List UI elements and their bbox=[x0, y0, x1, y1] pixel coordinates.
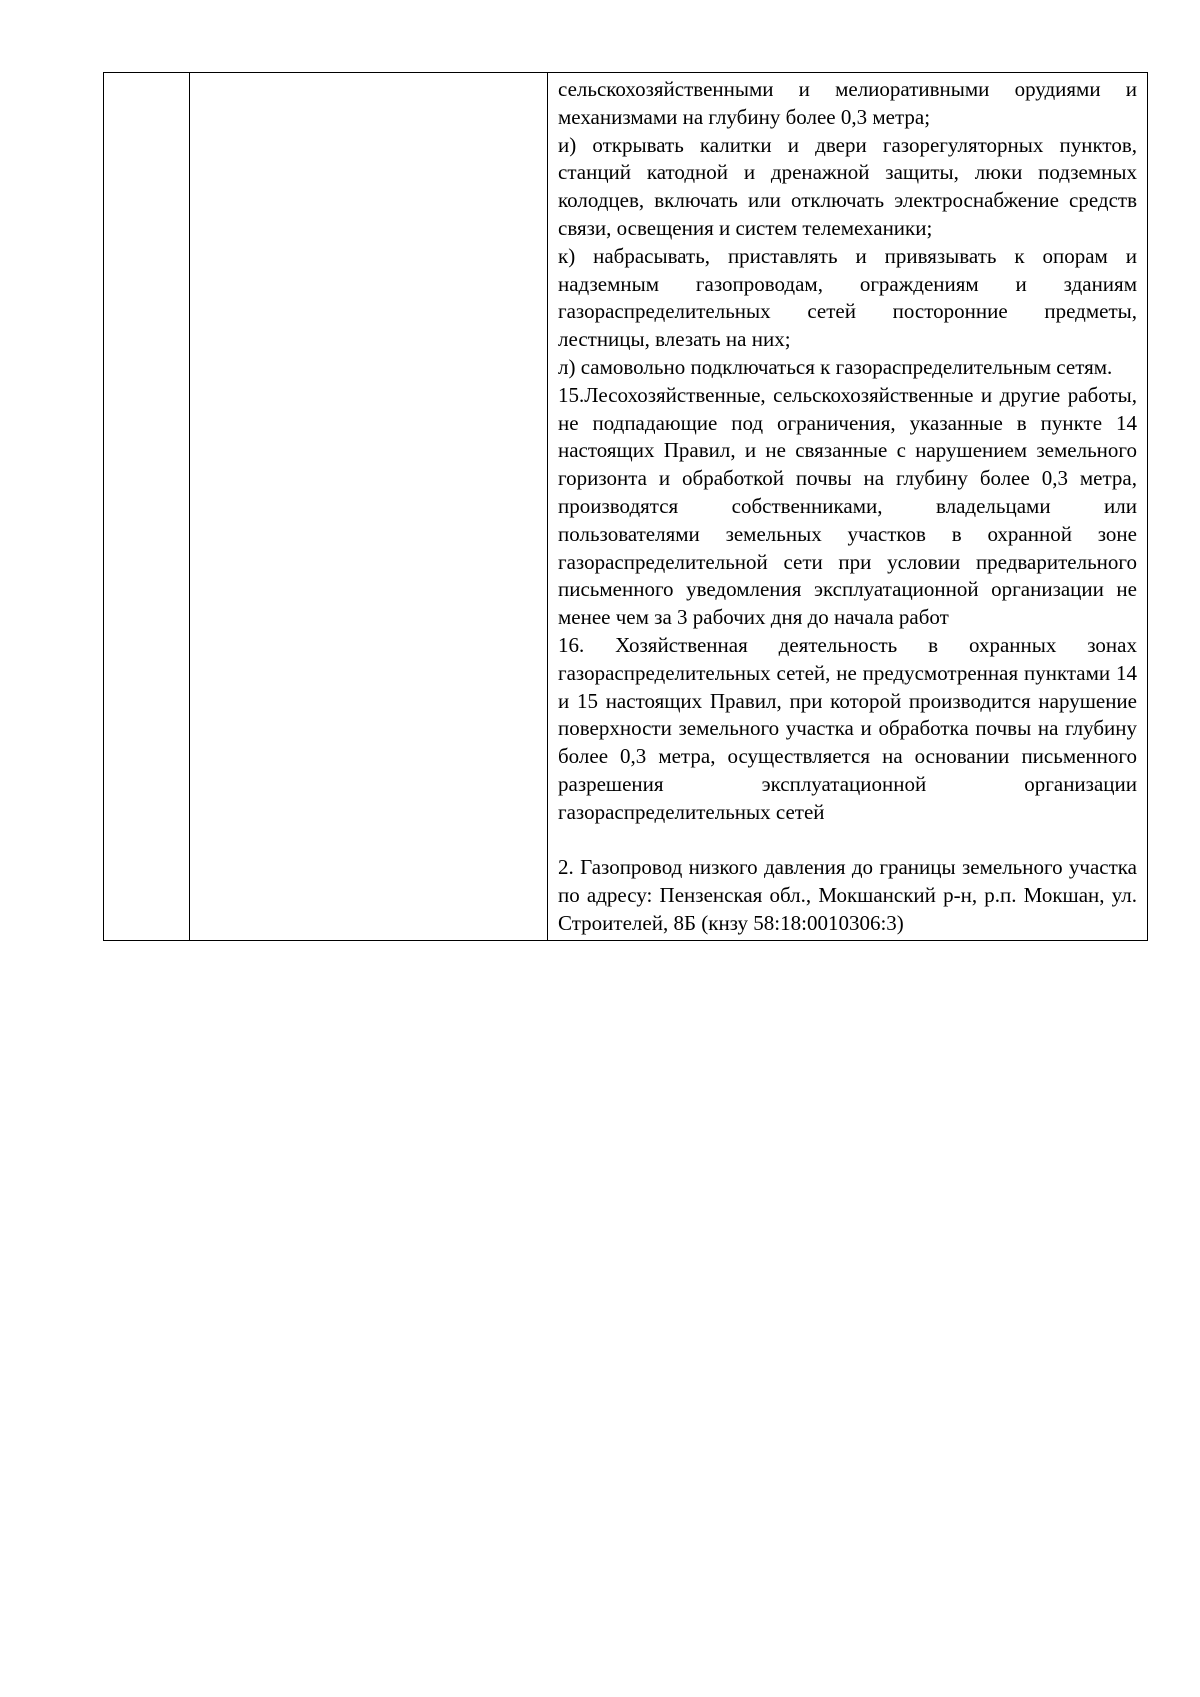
paragraph-item-k: к) набрасывать, приставлять и привязывать к опорам и надземным газопроводам, ограждениям и зданиям газораспределительных сетей посторонние предметы, лестницы, влезать на них; bbox=[558, 243, 1137, 352]
paragraph-rule-16: 16. Хозяйственная деятельность в охранных зонах газораспределительных сетей, не предусмотренная пунктами 14 и 15 настоящих Правил, при которой производится нарушение поверхности земельного участка и обработка почвы на глубину более 0,3 метра, осуществляется на основании письменного разрешения эксплуатационной организации газораспределительных сетей bbox=[558, 632, 1137, 824]
blank-line bbox=[558, 827, 1137, 855]
paragraph-continuation: сельскохозяйственными и мелиоративными орудиями и механизмами на глубину более 0,3 метра; bbox=[558, 77, 1137, 129]
restrictions-text bbox=[548, 73, 1147, 940]
paragraph-item-l: л) самовольно подключаться к газораспределительным сетям. bbox=[558, 354, 1113, 379]
table-row bbox=[104, 73, 1148, 941]
paragraph-item-i: и) открывать калитки и двери газорегуляторных пунктов, станций катодной и дренажной защиты, люки подземных колодцев, включать или отключать электроснабжение средств связи, освещения и систем телемеханики; bbox=[558, 132, 1137, 240]
paragraph-rule-15: 15.Лесохозяйственные, сельскохозяйственные и другие работы, не подпадающие под ограничения, указанные в пункте 14 настоящих Правил, и не связанные с нарушением земельного горизонта и обработкой почвы на глубину более 0,3 метра, производятся собственниками, владельцами или пользователями земельных участков в охранной зоне газораспределительной сети при условии предварительного письменного уведомления эксплуатационной организации не менее чем за 3 рабочих дня до начала работ bbox=[558, 382, 1137, 630]
object-description: 2. Газопровод низкого давления до границы земельного участка по адресу: Пензенская обл., Мокшанский р-н, р.п. Мокшан, ул. Строителей, 8Б (кнзу 58:18:0010306:3) bbox=[558, 855, 1137, 935]
row-number-cell bbox=[104, 73, 190, 941]
restrictions-table bbox=[103, 72, 1148, 941]
zone-name-cell bbox=[190, 73, 548, 941]
restrictions-text-cell bbox=[548, 73, 1148, 941]
